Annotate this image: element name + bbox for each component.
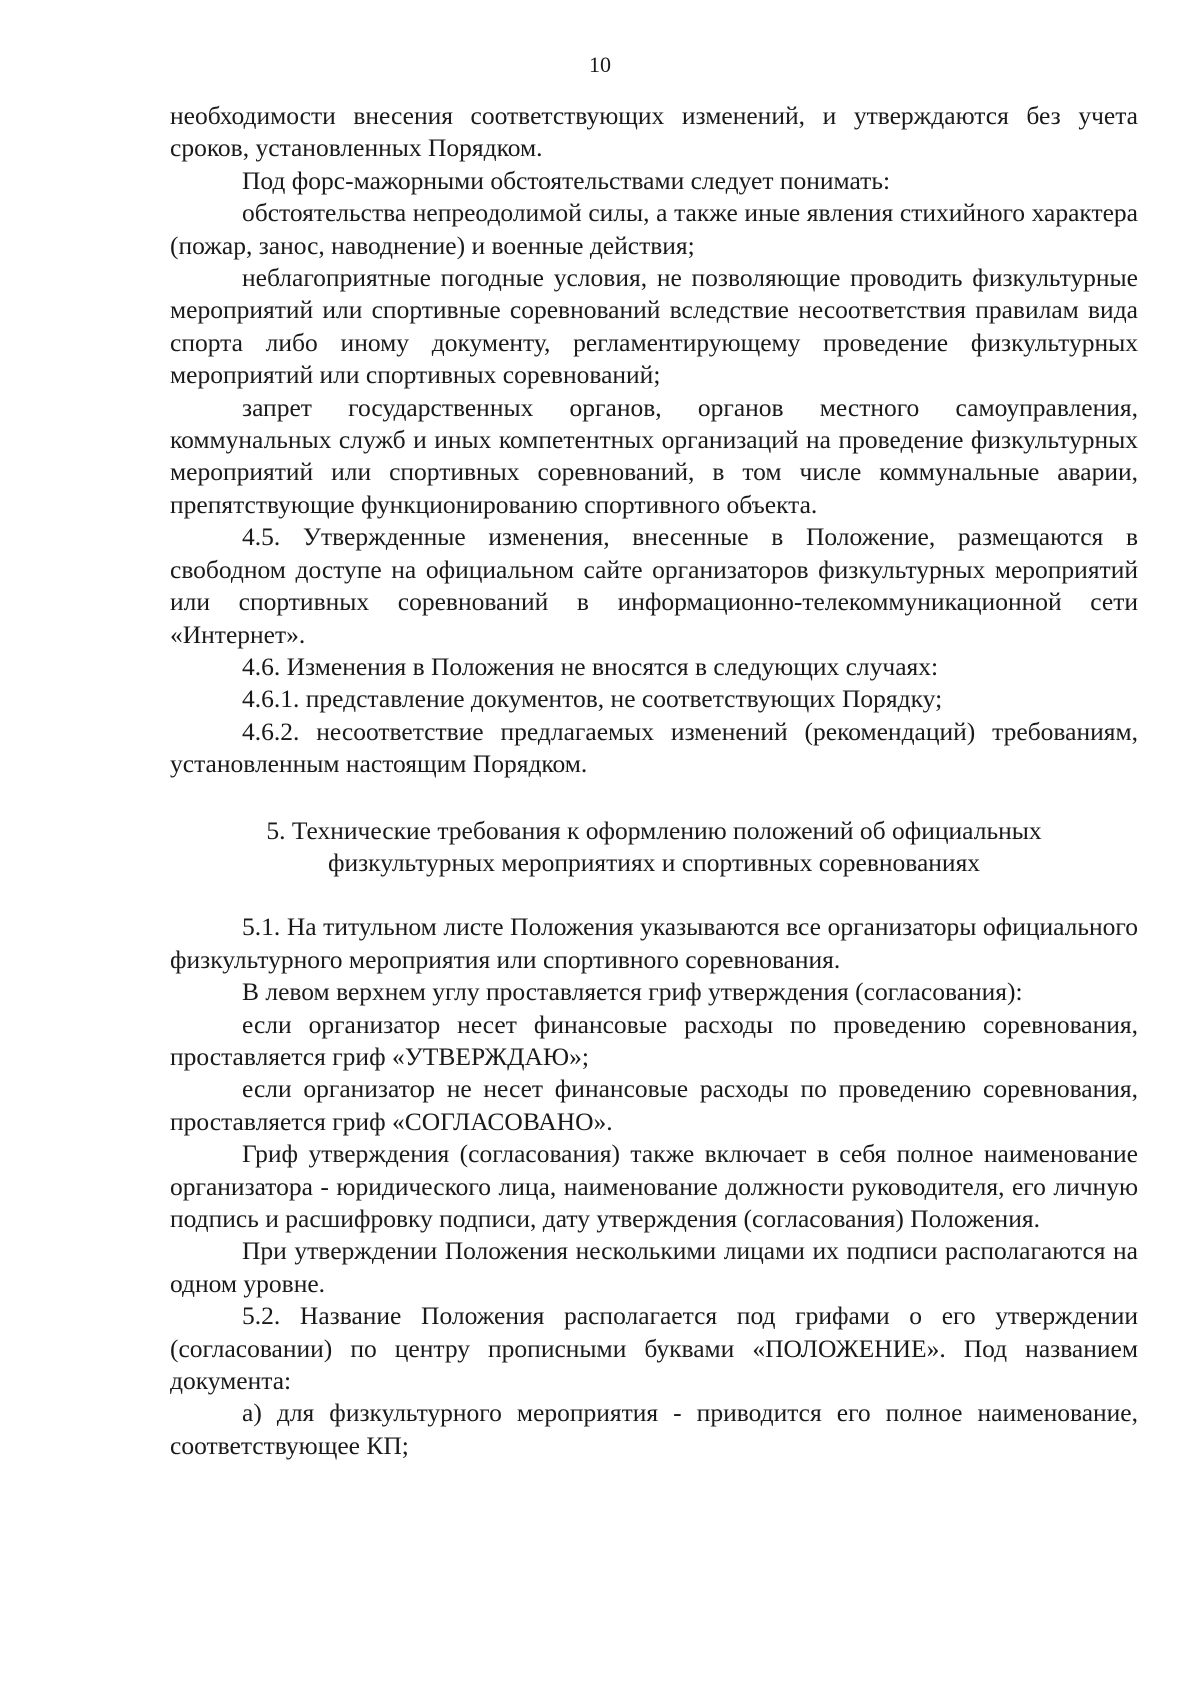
section-4-continuation [170, 100, 1138, 1462]
section-5-heading-line-2: физкультурных мероприятиях и спортивных соревнованиях [327, 847, 981, 877]
paragraph: запрет государственных органов, органов местного самоуправления, коммунальных служб и иных компетентных организаций на проведение физкультурных мероприятий или спортивных соревнований, в том числе коммунальные аварии, препятствующие функционированию спортивного объекта. [170, 392, 1138, 519]
paragraph-4-6-1: 4.6.1. представление документов, не соответствующих Порядку; [242, 684, 943, 714]
paragraph-4-6: 4.6. Изменения в Положения не вносятся в следующих случаях: [242, 651, 939, 681]
paragraph: В левом верхнем углу проставляется гриф утверждения (согласования): [242, 977, 1023, 1007]
section-5-heading-line-1: 5. Технические требования к оформлению положений об официальных [266, 815, 1042, 845]
paragraph: необходимости внесения соответствующих изменений, и утверждаются без учета сроков, установленных Порядком. [170, 101, 1138, 163]
paragraph-5-1: 5.1. На титульном листе Положения указываются все организаторы официального физкультурного мероприятия или спортивного соревнования. [170, 912, 1138, 974]
paragraph: Гриф утверждения (согласования) также включает в себя полное наименование организатора - юридического лица, наименование должности руководителя, его личную подпись и расшифровку подписи, дату утверждения (согласования) Положения. [170, 1139, 1138, 1233]
paragraph: если организатор несет финансовые расходы по проведению соревнования, проставляется гриф «УТВЕРЖДАЮ»; [170, 1009, 1138, 1071]
paragraph: если организатор не несет финансовые расходы по проведению соревнования, проставляется гриф «СОГЛАСОВАНО». [170, 1074, 1138, 1136]
page-number: 10 [589, 52, 611, 77]
paragraph: Под форс-мажорными обстоятельствами следует понимать: [242, 165, 891, 195]
paragraph: а) для физкультурного мероприятия - приводится его полное наименование, соответствующее КП; [170, 1398, 1138, 1460]
paragraph-4-5: 4.5. Утвержденные изменения, внесенные в Положение, размещаются в свободном доступе на официальном сайте организаторов физкультурных мероприятий или спортивных соревнований в информационно-телекоммуникационной сети «Интернет». [170, 522, 1138, 649]
paragraph: обстоятельства непреодолимой силы, а также иные явления стихийного характера (пожар, занос, наводнение) и военные действия; [170, 198, 1138, 260]
paragraph: неблагоприятные погодные условия, не позволяющие проводить физкультурные мероприятий или спортивные соревнований вследствие несоответствия правилам вида спорта либо иному документу, регламентирующему проведение физкультурных мероприятий или спортивных соревнований; [170, 263, 1138, 390]
paragraph-4-6-2: 4.6.2. несоответствие предлагаемых изменений (рекомендаций) требованиям, установленным настоящим Порядком. [170, 716, 1138, 779]
paragraph-5-2: 5.2. Название Положения располагается под грифами о его утверждении (согласовании) по центру прописными буквами «ПОЛОЖЕНИЕ». Под названием документа: [170, 1301, 1138, 1396]
paragraph: При утверждении Положения несколькими лицами их подписи располагаются на одном уровне. [170, 1236, 1138, 1298]
